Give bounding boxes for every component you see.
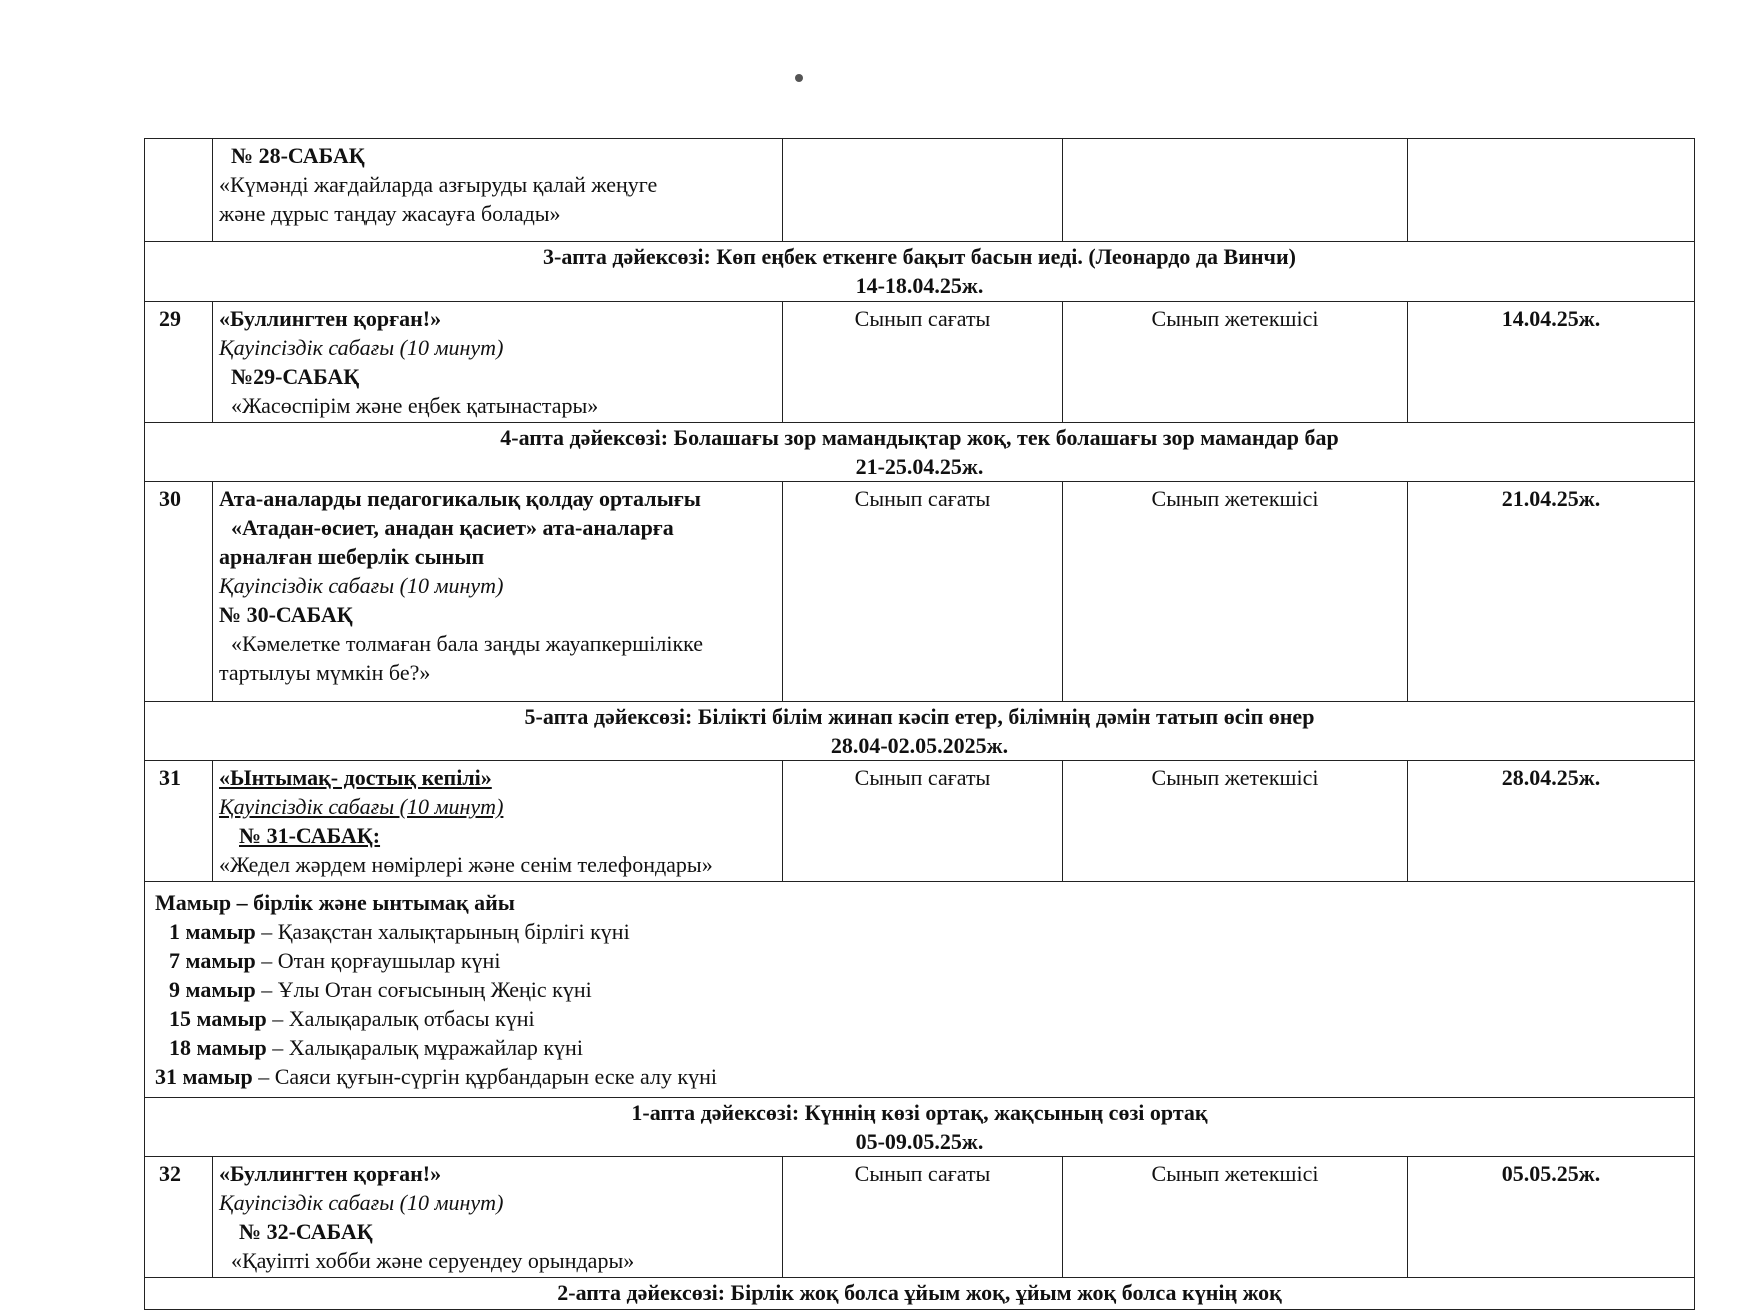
lesson-title-line: тартылуы мүмкін бе?» — [219, 660, 431, 685]
lesson-cell — [213, 482, 783, 702]
may-holiday-item: 15 мамыр – Халықаралық отбасы күні — [169, 1006, 535, 1031]
date-cell: 21.04.25ж. — [1408, 482, 1695, 702]
week-motto-row — [145, 242, 1695, 302]
education-plan-table — [144, 138, 1695, 1310]
date-cell: 05.05.25ж. — [1408, 1157, 1695, 1278]
event-title-line: арналған шеберлік сынып — [219, 544, 485, 569]
lesson-title: «Жедел жәрдем нөмірлері және сенім телефондары» — [219, 852, 713, 877]
form-cell: Сынып сағаты — [783, 761, 1063, 882]
week-motto: 2-апта дәйексөзі: Бірлік жоқ болса ұйым жоқ, ұйым жоқ болса күнің жоқ — [557, 1280, 1282, 1305]
may-holidays-row — [145, 882, 1695, 1098]
date-cell — [1408, 139, 1695, 242]
lesson-cell — [213, 139, 783, 242]
lesson-number: № 31-САБАҚ: — [239, 823, 381, 848]
form-cell: Сынып сағаты — [783, 302, 1063, 423]
table-row — [145, 302, 1695, 423]
may-holiday-item: 1 мамыр – Қазақстан халықтарының бірлігі күні — [169, 919, 630, 944]
lesson-number: №29-САБАҚ — [231, 364, 360, 389]
responsible-cell: Сынып жетекшісі — [1063, 482, 1408, 702]
week-dates: 05-09.05.25ж. — [855, 1129, 984, 1154]
may-holiday-item: 7 мамыр – Отан қорғаушылар күні — [169, 948, 501, 973]
may-holiday-item: 18 мамыр – Халықаралық мұражайлар күні — [169, 1035, 583, 1060]
row-number: 29 — [145, 302, 213, 423]
week-motto: 4-апта дәйексөзі: Болашағы зор мамандықтар жоқ, тек болашағы зор мамандар бар — [500, 425, 1339, 450]
week-dates: 21-25.04.25ж. — [855, 454, 984, 479]
lesson-cell — [213, 302, 783, 423]
lesson-number: № 30-САБАҚ — [219, 602, 353, 627]
responsible-cell: Сынып жетекшісі — [1063, 1157, 1408, 1278]
event-title: «Ынтымақ- достық кепілі» — [219, 765, 492, 790]
week-motto-row — [145, 1278, 1695, 1310]
lesson-title-line: «Күмәнді жағдайларда азғыруды қалай жеңуге — [219, 172, 658, 197]
event-title-line: «Атадан-өсиет, анадан қасиет» ата-аналарға — [231, 515, 674, 540]
responsible-cell — [1063, 139, 1408, 242]
lesson-title-line: және дұрыс таңдау жасауға болады» — [219, 201, 561, 226]
form-cell: Сынып сағаты — [783, 482, 1063, 702]
week-motto: 3-апта дәйексөзі: Көп еңбек еткенге бақыт басын иеді. (Леонардо да Винчи) — [543, 244, 1296, 269]
event-title-line: Ата-аналарды педагогикалық қолдау орталығы — [219, 486, 701, 511]
table-row — [145, 139, 1695, 242]
week-motto: 1-апта дәйексөзі: Күннің көзі ортақ, жақсының сөзі ортақ — [631, 1100, 1208, 1125]
date-cell: 28.04.25ж. — [1408, 761, 1695, 882]
safety-lesson: Қауіпсіздік сабағы (10 минут) — [219, 335, 504, 360]
may-heading: Мамыр – бірлік және ынтымақ айы — [155, 890, 515, 915]
table-row — [145, 482, 1695, 702]
date-cell: 14.04.25ж. — [1408, 302, 1695, 423]
lesson-number: № 28-САБАҚ — [231, 143, 365, 168]
week-motto-row — [145, 1098, 1695, 1157]
form-cell — [783, 139, 1063, 242]
responsible-cell: Сынып жетекшісі — [1063, 302, 1408, 423]
row-number: 30 — [145, 482, 213, 702]
lesson-cell — [213, 1157, 783, 1278]
scan-speck — [795, 74, 803, 82]
lesson-cell — [213, 761, 783, 882]
row-number: 32 — [145, 1157, 213, 1278]
plan-table-wrapper — [144, 138, 1694, 1310]
week-dates: 14-18.04.25ж. — [855, 273, 984, 298]
may-holidays-cell — [145, 882, 1695, 1098]
safety-lesson: Қауіпсіздік сабағы (10 минут) — [219, 1190, 504, 1215]
form-cell: Сынып сағаты — [783, 1157, 1063, 1278]
event-title: «Буллингтен қорған!» — [219, 306, 442, 331]
event-title: «Буллингтен қорған!» — [219, 1161, 442, 1186]
safety-lesson: Қауіпсіздік сабағы (10 минут) — [219, 794, 504, 819]
lesson-title: «Қауіпті хобби және серуендеу орындары» — [231, 1248, 635, 1273]
lesson-title: «Жасөспірім және еңбек қатынастары» — [231, 393, 599, 418]
table-row — [145, 1157, 1695, 1278]
week-motto: 5-апта дәйексөзі: Білікті білім жинап кәсіп етер, білімнің дәмін татып өсіп өнер — [524, 704, 1315, 729]
week-dates: 28.04-02.05.2025ж. — [830, 733, 1009, 758]
safety-lesson: Қауіпсіздік сабағы (10 минут) — [219, 573, 504, 598]
week-motto-row — [145, 702, 1695, 761]
may-holiday-item: 9 мамыр – Ұлы Отан соғысының Жеңіс күні — [169, 977, 592, 1002]
row-number: 31 — [145, 761, 213, 882]
lesson-number: № 32-САБАҚ — [239, 1219, 373, 1244]
lesson-title-line: «Кәмелетке толмаған бала заңды жауапкершілікке — [231, 631, 704, 656]
row-number-cell — [145, 139, 213, 242]
table-row — [145, 761, 1695, 882]
week-motto-row — [145, 423, 1695, 482]
responsible-cell: Сынып жетекшісі — [1063, 761, 1408, 882]
may-holiday-item: 31 мамыр – Саяси қуғын-сүргін құрбандарын еске алу күні — [155, 1064, 718, 1089]
